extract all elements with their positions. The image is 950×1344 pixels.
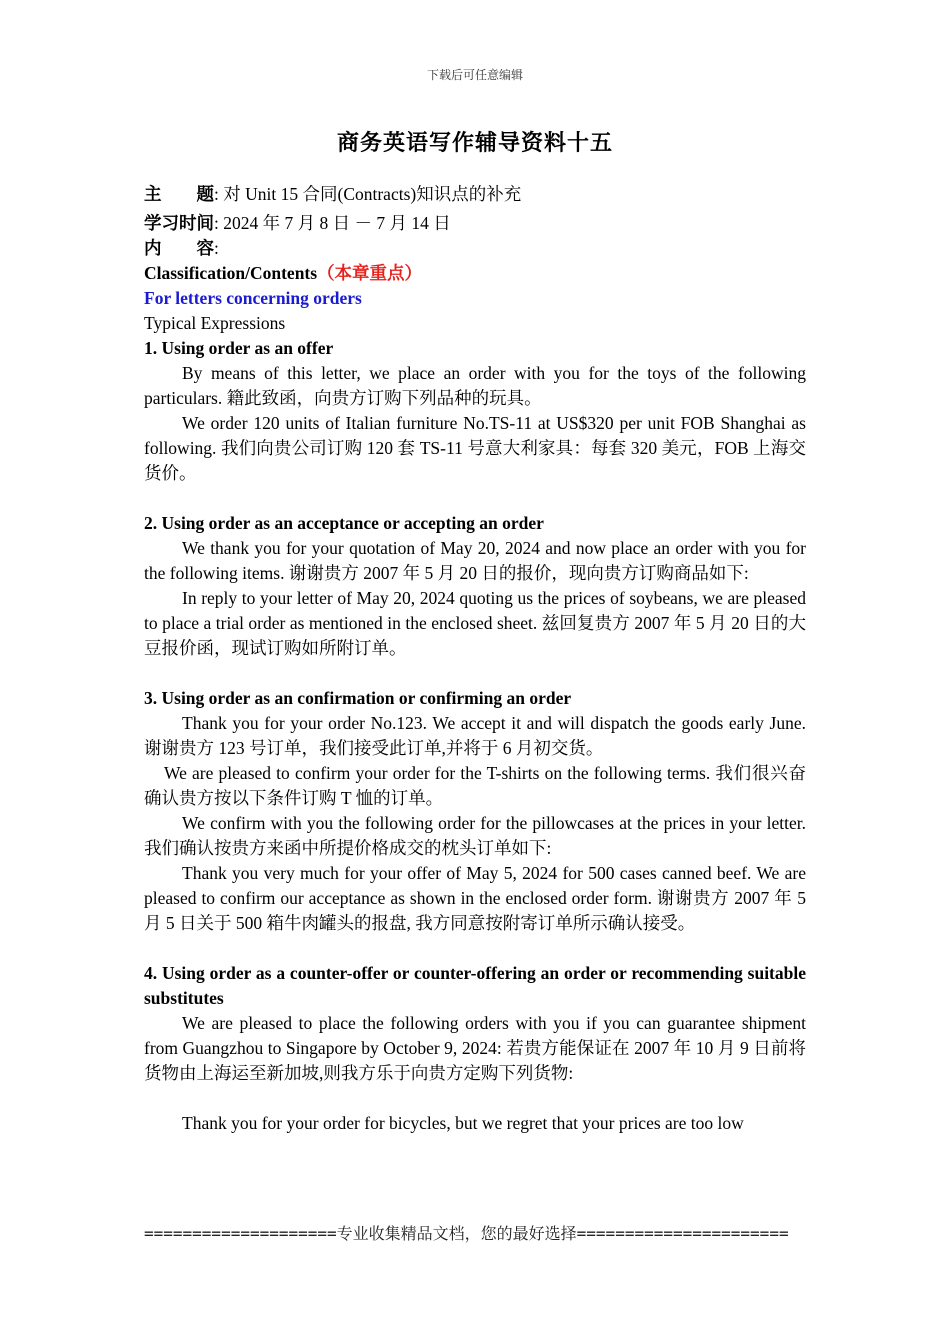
footer-banner: ====================专业收集精品文档，您的最好选择====================== xyxy=(144,1224,789,1243)
classification-heading: Classification/Contents xyxy=(144,263,318,283)
content-colon: : xyxy=(214,238,219,258)
typical-expressions: Typical Expressions xyxy=(144,313,286,333)
section-heading: For letters concerning orders xyxy=(144,288,362,308)
section-3-heading: 3. Using order as an confirmation or confirming an order xyxy=(144,688,572,708)
header-note: 下载后可任意编辑 xyxy=(426,68,523,82)
spacer xyxy=(144,1086,806,1111)
section-3-paragraph-1: Thank you for your order No.123. We accept it and will dispatch the goods early June. 谢谢贵方 123 号订单，我们接受此订单,并将于 6 月初交货。 xyxy=(144,713,806,758)
meta-topic xyxy=(144,182,806,207)
section-1-paragraph-1: By means of this letter, we place an order with you for the toys of the following particulars. 籍此致函，向贵方订购下列品种的玩具。 xyxy=(144,363,806,408)
topic-value: 对 Unit 15 合同(Contracts)知识点的补充 xyxy=(223,184,522,204)
section-2-paragraph-1: We thank you for your quotation of May 20, 2024 and now place an order with you for the following items. 谢谢贵方 2007 年 5 月 20 日的报价，现向贵方订购商品如下: xyxy=(144,538,806,583)
time-colon: : xyxy=(214,213,219,233)
section-4-paragraph-1: We are pleased to place the following orders with you if you can guarantee shipment from Guangzhou to Singapore by October 9, 2024: 若贵方能保证在 2007 年 10 月 9 日前将货物由上海运至新加坡,则我方乐于向贵方定购下列货物: xyxy=(144,1013,806,1083)
meta-time xyxy=(144,211,806,236)
spacer xyxy=(144,936,806,961)
section-3-paragraph-3: We confirm with you the following order for the pillowcases at the prices in your letter. 我们确认按贵方来函中所提价格成交的枕头订单如下: xyxy=(144,813,806,858)
classification-line xyxy=(144,261,806,286)
section-3-paragraph-4: Thank you very much for your offer of May 5, 2024 for 500 cases canned beef. We are pleased to confirm our acceptance as shown in the enclosed order form. 谢谢贵方 2007 年 5 月 5 日关于 500 箱牛肉罐头的报盘, 我方同意按附寄订单所示确认接受。 xyxy=(144,863,806,933)
section-4-paragraph-2: Thank you for your order for bicycles, but we regret that your prices are too low xyxy=(182,1113,744,1133)
section-1-heading: 1. Using order as an offer xyxy=(144,338,334,358)
document-body xyxy=(144,182,806,1136)
page-title: 商务英语写作辅导资料十五 xyxy=(336,130,613,155)
time-value: 2024 年 7 月 8 日 － 7 月 14 日 xyxy=(223,213,451,233)
topic-colon: : xyxy=(214,184,219,204)
section-3-paragraph-2: We are pleased to confirm your order for the T-shirts on the following terms. 我们很兴奋确认贵方按以下条件订购 T 恤的订单。 xyxy=(144,763,806,808)
spacer xyxy=(144,661,806,686)
topic-label: 主 题 xyxy=(144,184,214,204)
section-2-paragraph-2: In reply to your letter of May 20, 2024 quoting us the prices of soybeans, we are pleased to place a trial order as mentioned in the enclosed sheet. 兹回复贵方 2007 年 5 月 20 日的大豆报价函，现试订购如所附订单。 xyxy=(144,588,806,658)
classification-note: （本章重点） xyxy=(317,263,423,283)
content-label: 内 容 xyxy=(144,238,214,258)
section-2-heading: 2. Using order as an acceptance or accepting an order xyxy=(144,513,544,533)
section-4-heading: 4. Using order as a counter-offer or counter-offering an order or recommending suitable substitutes xyxy=(144,963,806,1008)
meta-content xyxy=(144,236,806,261)
section-1-paragraph-2: We order 120 units of Italian furniture No.TS-11 at US$320 per unit FOB Shanghai as following. 我们向贵公司订购 120 套 TS-11 号意大利家具：每套 320 美元，FOB 上海交货价。 xyxy=(144,413,806,483)
time-label: 学习时间 xyxy=(144,213,214,233)
spacer xyxy=(144,486,806,511)
